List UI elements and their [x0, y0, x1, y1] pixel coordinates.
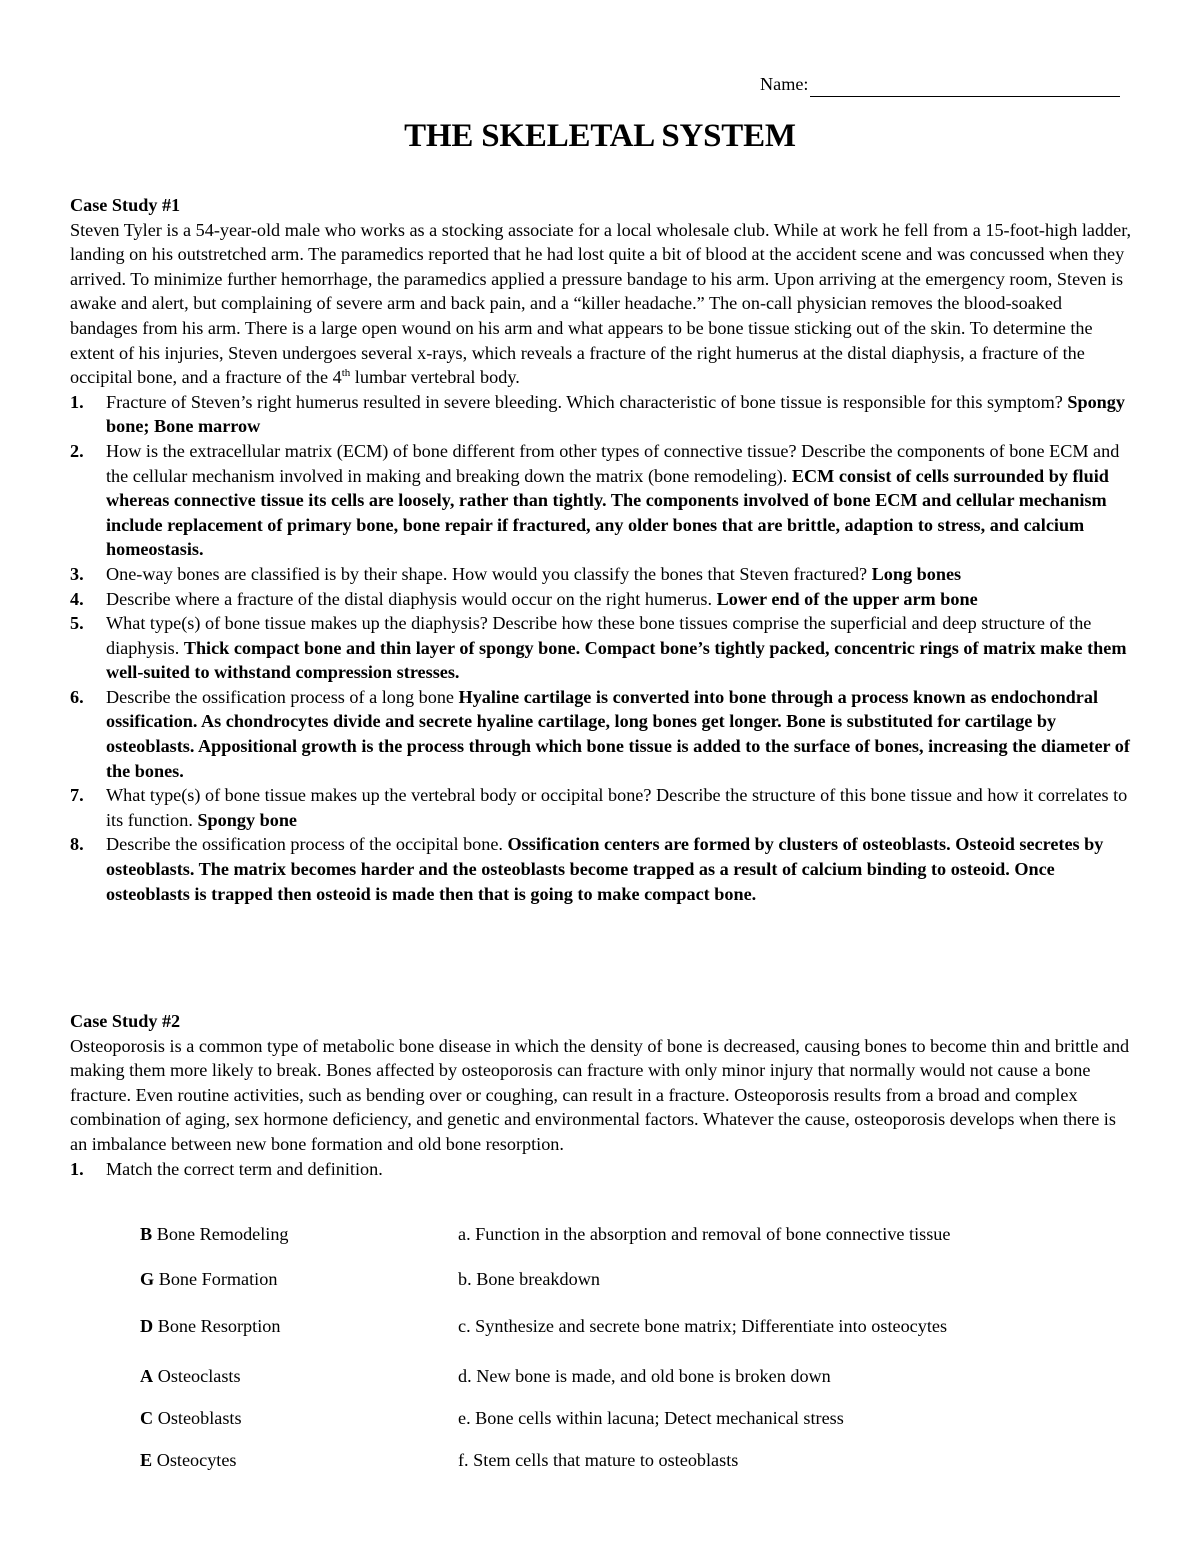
case-study-1-questions [70, 390, 1132, 906]
question-text: Describe the ossification process of the occipital bone. [106, 834, 503, 855]
question-number: 5. [70, 613, 84, 634]
term-cell [140, 1397, 458, 1439]
term-text: Bone Formation [158, 1268, 278, 1289]
term-cell [140, 1297, 458, 1355]
answer-text[interactable]: Spongy bone; Bone marrow [106, 391, 1125, 437]
answer-letter[interactable]: E [140, 1449, 153, 1470]
term-text: Bone Resorption [157, 1315, 281, 1336]
name-field[interactable] [760, 72, 1120, 97]
question-text: What type(s) of bone tissue makes up the vertebral body or occipital bone? Describe the structure of this bone tissue and how it correlates to its function. [106, 785, 1128, 830]
term-cell [140, 1439, 458, 1481]
question-item [70, 685, 1132, 783]
term-text: Osteoclasts [157, 1365, 241, 1386]
answer-letter[interactable]: D [140, 1315, 154, 1336]
question-item [70, 611, 1132, 685]
definition-cell: c. Synthesize and secrete bone matrix; Differentiate into osteocytes [458, 1315, 948, 1336]
answer-text[interactable]: Lower end of the upper arm bone [716, 588, 978, 609]
term-text: Bone Remodeling [156, 1223, 289, 1244]
question-number: 1. [70, 391, 84, 412]
case-study-1 [70, 193, 1132, 906]
definition-cell: a. Function in the absorption and removal of bone connective tissue [458, 1223, 951, 1244]
term-cell [140, 1355, 458, 1397]
matching-table [140, 1207, 1000, 1481]
term-text: Osteocytes [156, 1449, 237, 1470]
case-study-1-heading: Case Study #1 [70, 195, 181, 215]
intro-text-end: lumbar vertebral body. [350, 367, 520, 388]
question-number: 4. [70, 588, 84, 609]
answer-text[interactable]: Thick compact bone and thin layer of spongy bone. Compact bone’s tightly packed, concentric rings of matrix make them well-suited to withstand compression stresses. [106, 637, 1127, 683]
matching-row [140, 1439, 1000, 1481]
term-text: Osteoblasts [157, 1407, 242, 1428]
definition-cell: f. Stem cells that mature to osteoblasts [458, 1449, 739, 1470]
question-item [70, 562, 1132, 587]
page-title: THE SKELETAL SYSTEM [404, 118, 796, 154]
question-number: 1. [70, 1158, 84, 1179]
question-number: 6. [70, 686, 84, 707]
question-item [70, 439, 1132, 562]
definition-cell: d. New bone is made, and old bone is broken down [458, 1365, 831, 1386]
name-label: Name: [760, 74, 809, 94]
question-number: 8. [70, 834, 84, 855]
answer-text[interactable]: Long bones [871, 563, 962, 584]
question-item [70, 783, 1132, 832]
matching-row [140, 1261, 1000, 1297]
question-text: Describe the ossification process of a long bone [106, 686, 454, 707]
answer-letter[interactable]: C [140, 1407, 154, 1428]
definition-cell: b. Bone breakdown [458, 1268, 600, 1289]
term-cell [140, 1207, 458, 1261]
question-number: 7. [70, 785, 84, 806]
case-study-2-heading: Case Study #2 [70, 1011, 181, 1031]
question-item [70, 390, 1132, 439]
question-text: How is the extracellular matrix (ECM) of bone different from other types of connective tissue? Describe the components of bone ECM and the cellular mechanism involved in making and breaking down the matrix (bone remodeling). [106, 440, 1120, 486]
case-study-2-intro: Osteoporosis is a common type of metabolic bone disease in which the density of bone is decreased, causing bones to become thin and brittle and making them more likely to break. Bones affected by osteoporosis can fracture with only minor injury that normally would not cause a bone fracture. Even routine activities, such as bending over or coughing, can result in a fracture. Osteoporosis results from a broad and complex combination of aging, sex hormone deficiency, and genetic and environmental factors. Whatever the cause, osteoporosis develops when there is an imbalance between new bone formation and old bone resorption. [70, 1035, 1130, 1154]
question-text: What type(s) of bone tissue makes up the diaphysis? Describe how these bone tissues comprise the superficial and deep structure of the diaphysis. [106, 613, 1092, 658]
name-blank-line[interactable] [810, 78, 1120, 97]
question-number: 2. [70, 440, 84, 461]
answer-letter[interactable]: G [140, 1268, 155, 1289]
question-item [70, 832, 1132, 906]
intro-text: Steven Tyler is a 54-year-old male who works as a stocking associate for a local wholesale club. While at work he fell from a 15-foot-high ladder, landing on his outstretched arm. The paramedics reported that he had lost quite a bit of blood at the accident scene and was concussed when they arrived. To minimize further hemorrhage, the paramedics applied a pressure bandage to his arm. Upon arriving at the emergency room, Steven is awake and alert, but complaining of severe arm and back pain, and a “killer headache.” The on-call physician removes the blood-soaked bandages from his arm. There is a large open wound on his arm and what appears to be bone tissue sticking out of the skin. To determine the extent of his injuries, Steven undergoes several x-rays, which reveals a fracture of the right humerus at the distal diaphysis, a fracture of the occipital bone, and a fracture of the 4 [70, 219, 1132, 388]
definition-cell: e. Bone cells within lacuna; Detect mechanical stress [458, 1407, 844, 1428]
answer-text[interactable]: Spongy bone [197, 809, 298, 830]
answer-text[interactable]: Hyaline cartilage is converted into bone through a process known as endochondral ossification. As chondrocytes divide and secrete hyaline cartilage, long bones get longer. Bone is substituted for cartilage by osteoblasts. Appositional growth is the process through which bone tissue is added to the surface of bones, increasing the diameter of the bones. [106, 686, 1130, 781]
question-item [70, 587, 1132, 612]
matching-row [140, 1297, 1000, 1355]
answer-text[interactable]: ECM consist of cells surrounded by fluid whereas connective tissue its cells are loosely, rather than tightly. The components involved of bone ECM and cellular mechanism include replacement of primary bone, bone repair if fractured, any older bones that are brittle, adaption to stress, and calcium homeostasis. [106, 465, 1109, 560]
answer-letter[interactable]: B [140, 1223, 153, 1244]
answer-text[interactable]: Ossification centers are formed by clusters of osteoblasts. Osteoid secretes by osteoblasts. The matrix becomes harder and the osteoblasts become trapped as a result of calcium binding to osteoid. Once osteoblasts is trapped then osteoid is made then that is going to make compact bone. [106, 834, 1104, 904]
term-cell [140, 1261, 458, 1297]
matching-row [140, 1207, 1000, 1261]
question-text: Describe where a fracture of the distal diaphysis would occur on the right humerus. [106, 588, 713, 609]
matching-row [140, 1355, 1000, 1397]
question-text: One-way bones are classified is by their shape. How would you classify the bones that Steven fractured? [106, 563, 868, 584]
answer-letter[interactable]: A [140, 1365, 154, 1386]
case-study-2-questions [70, 1157, 1132, 1182]
intro-superscript: th [341, 367, 351, 380]
matching-row [140, 1397, 1000, 1439]
question-number: 3. [70, 563, 84, 584]
question-item [70, 1157, 1132, 1182]
case-study-1-intro [70, 218, 1132, 390]
question-text: Match the correct term and definition. [106, 1158, 383, 1179]
question-text: Fracture of Steven’s right humerus resulted in severe bleeding. Which characteristic of bone tissue is responsible for this symptom? [106, 391, 1063, 412]
case-study-2 [70, 1009, 1132, 1181]
